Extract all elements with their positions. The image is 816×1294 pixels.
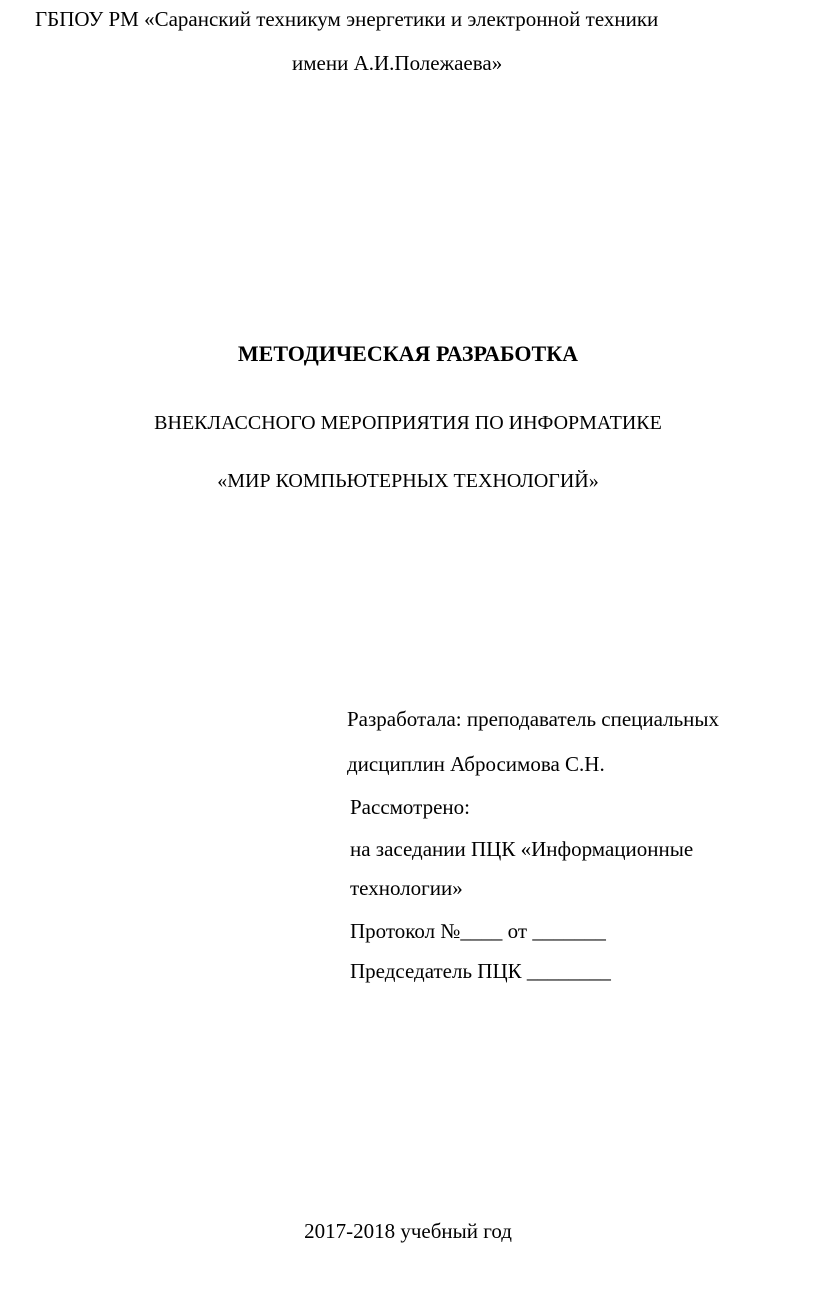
academic-year: 2017-2018 учебный год	[304, 1219, 512, 1243]
author-line1: Разработала: преподаватель специальных	[347, 707, 720, 731]
document-subtitle-line2: «МИР КОМПЬЮТЕРНЫХ ТЕХНОЛОГИЙ»	[217, 470, 599, 492]
chairman-line: Председатель ПЦК ________	[350, 959, 611, 983]
document-subtitle-line1: ВНЕКЛАССНОГО МЕРОПРИЯТИЯ ПО ИНФОРМАТИКЕ	[154, 412, 662, 434]
header-institution-line2: имени А.И.Полежаева»	[292, 51, 503, 75]
protocol-line: Протокол №____ от _______	[350, 919, 606, 943]
header-institution-line1: ГБПОУ РМ «Саранский техникум энергетики и электронной техники	[35, 7, 659, 31]
reviewed-label: Рассмотрено:	[350, 795, 470, 819]
document-title: МЕТОДИЧЕСКАЯ РАЗРАБОТКА	[237, 341, 579, 366]
meeting-line1: на заседании ПЦК «Информационные	[350, 837, 694, 861]
author-line2: дисциплин Абросимова С.Н.	[347, 752, 605, 776]
meeting-line2: технологии»	[350, 876, 463, 900]
